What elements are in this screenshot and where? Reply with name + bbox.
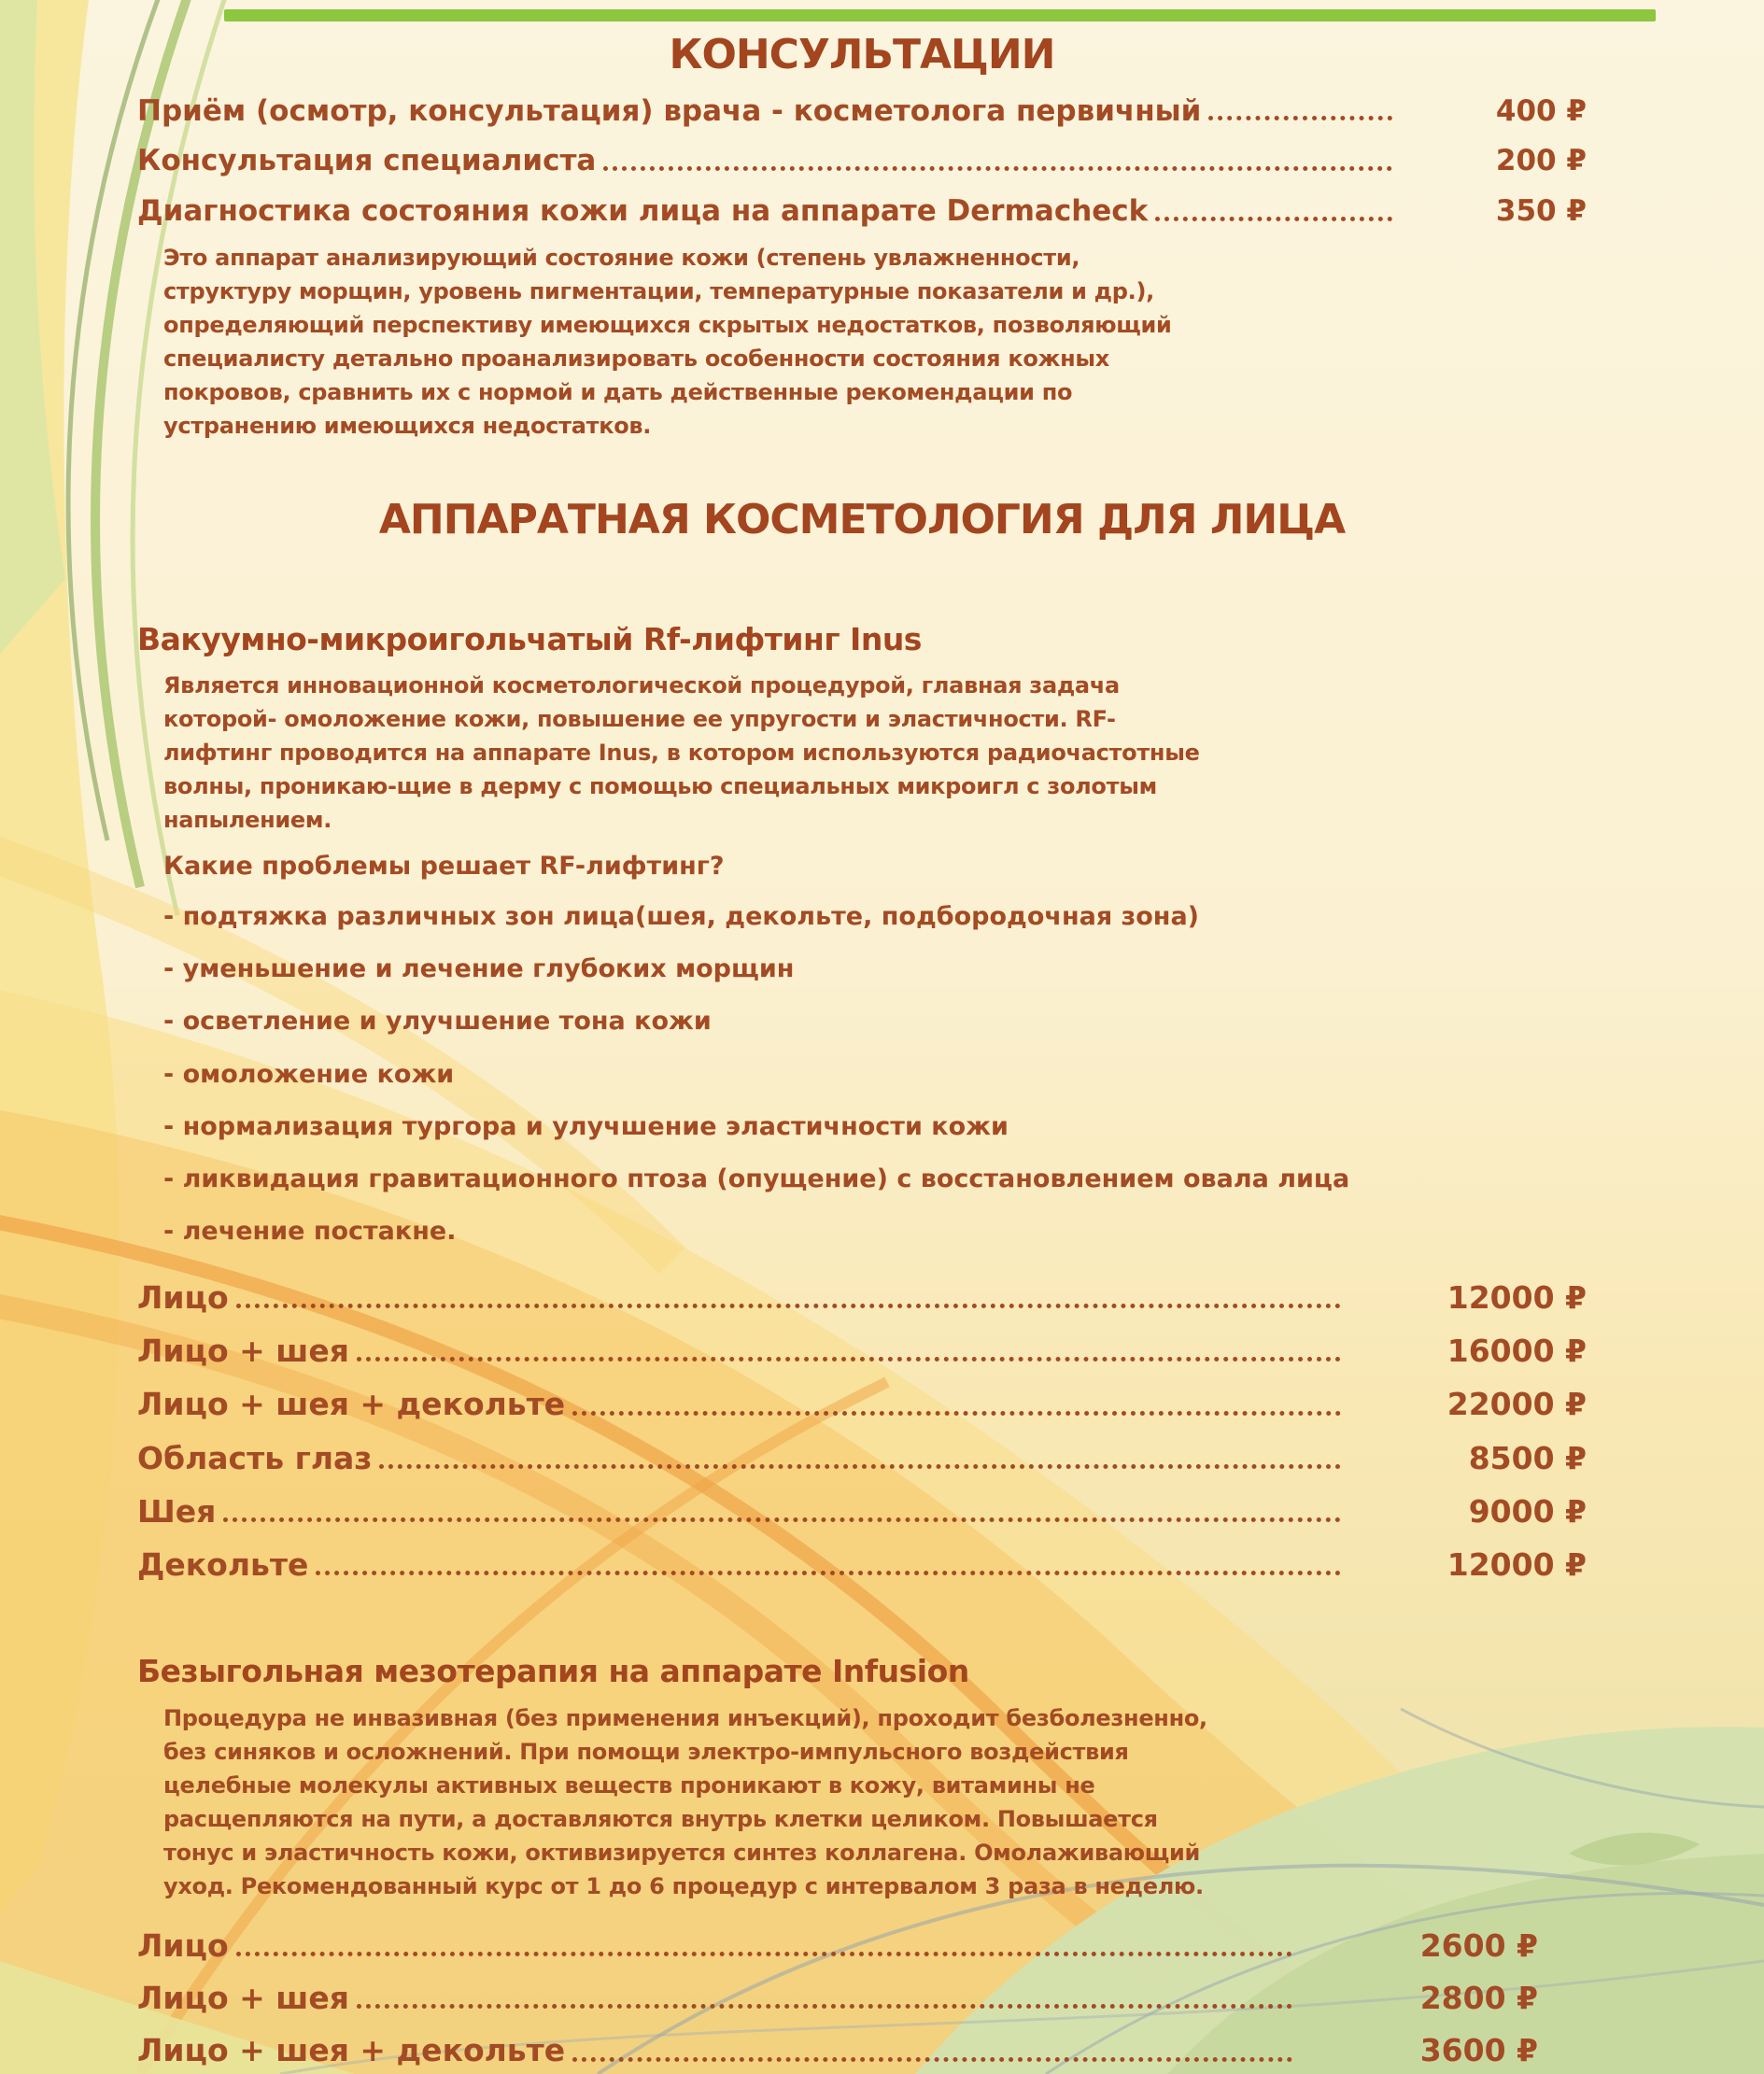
service-price: 400 ₽ [1495, 93, 1587, 128]
price-row [137, 1333, 1587, 1370]
price-row [137, 1927, 1538, 1965]
service-label: Лицо [137, 1926, 229, 1964]
service-label: Консультация специалиста [137, 144, 597, 178]
infusion-description: Процедура не инвазивная (без применения инъекций), проходит безболезненно, без синяков и осложнений. При помощи электро-импульсного воздействия целебные молекулы активных веществ проникают в кожу, витамины не расщепляются на пути, а доставляются внутрь клетки целиком. Повышается тонус и эластичность кожи, октивизируется синтез коллагена. Омолаживающий уход. Рекомендованный курс от 1 до 6 процедур с интервалом 3 раза в неделю. [163, 1704, 1207, 1899]
price-row [137, 144, 1587, 179]
service-label: Шея [137, 1492, 217, 1530]
price-row [137, 1546, 1587, 1584]
dotted-leader [379, 1464, 1341, 1469]
price-row [137, 1493, 1587, 1531]
rf-lifting-benefits-list [137, 900, 1587, 1248]
service-label: Лицо + шея [137, 1980, 349, 2017]
service-label: Приём (осмотр, консультация) врача - косметолога первичный [137, 93, 1202, 128]
infusion-heading: Безыгольная мезотерапия на аппарате Infusion [137, 1653, 969, 1690]
service-price: 16000 ₽ [1446, 1333, 1587, 1370]
rf-lifting-description: Является инновационной косметологической процедурой, главная задача которой- омоложение кожи, повышение ее упругости и эластичности. RF-лифтинг проводится на аппарате Inus, в котором используются радиочастотные волны, проникаю-щие в дерму с помощью специальных микроигл с золотым напылением. [163, 672, 1200, 834]
service-label: Лицо + шея [137, 1333, 349, 1370]
service-label: Область глаз [137, 1439, 373, 1476]
dotted-leader [316, 1571, 1341, 1575]
price-row [137, 1980, 1538, 2017]
list-item: - нормализация тургора и улучшение эластичности кожи [163, 1111, 1009, 1141]
dotted-leader [572, 1411, 1341, 1416]
service-label: Диагностика состояния кожи лица на аппарате Dermacheck [137, 194, 1149, 229]
price-row [137, 194, 1587, 230]
list-item: - ликвидация гравитационного птоза (опущение) с восстановлением овала лица [163, 1164, 1350, 1193]
service-price: 2800 ₽ [1419, 1980, 1538, 2017]
rf-lifting-heading: Вакуумно-микроигольчатый Rf-лифтинг Inus [137, 620, 922, 657]
list-item: - подтяжка различных зон лица(шея, декольте, подбородочная зона) [163, 902, 1200, 932]
service-label: Декольте [137, 1546, 309, 1584]
dotted-leader [1208, 116, 1392, 120]
dotted-leader [603, 166, 1392, 171]
dotted-leader [236, 1304, 1341, 1308]
consultations-price-list [137, 94, 1587, 230]
service-price: 12000 ₽ [1446, 1278, 1587, 1316]
service-price: 8500 ₽ [1468, 1439, 1587, 1476]
price-row [137, 94, 1587, 130]
list-item: - лечение постакне. [163, 1216, 457, 1246]
service-price: 22000 ₽ [1446, 1386, 1587, 1423]
service-label: Лицо + шея + декольте [137, 1386, 566, 1423]
list-item: - омоложение кожи [163, 1059, 455, 1089]
dotted-leader [236, 1952, 1292, 1956]
dotted-leader [1155, 217, 1392, 221]
list-item: - уменьшение и лечение глубоких морщин [163, 954, 795, 984]
dotted-leader [572, 2057, 1292, 2062]
consultations-section-title: КОНСУЛЬТАЦИИ [669, 31, 1055, 78]
price-row [137, 2032, 1538, 2069]
price-row [137, 1279, 1587, 1317]
dotted-leader [357, 1357, 1341, 1362]
apparatus-section-title: АППАРАТНАЯ КОСМЕТОЛОГИЯ ДЛЯ ЛИЦА [378, 496, 1346, 544]
infusion-price-list [137, 1927, 1587, 2070]
top-accent-bar [224, 9, 1656, 21]
service-price: 350 ₽ [1495, 194, 1587, 229]
dotted-leader [223, 1517, 1341, 1522]
rf-lifting-price-list [137, 1279, 1587, 1585]
list-item: - осветление и улучшение тона кожи [163, 1007, 712, 1037]
service-label: Лицо [137, 1278, 229, 1316]
service-price: 9000 ₽ [1468, 1492, 1587, 1530]
dermacheck-description: Это аппарат анализирующий состояние кожи (степень увлажненности, структуру морщин, уровень пигментации, температурные показатели и др.), определяющий перспективу имеющихся скрытых недостатков, позволяющий специалисту детально проанализировать особенности состояния кожных покровов, сравнить их с нормой и дать действенные рекомендации по устранению имеющихся недостатков. [163, 245, 1172, 440]
service-label: Лицо + шея + декольте [137, 2032, 566, 2069]
rf-lifting-question: Какие проблемы решает RF-лифтинг? [163, 852, 725, 882]
service-price: 3600 ₽ [1419, 2032, 1538, 2069]
service-price: 200 ₽ [1495, 144, 1587, 178]
price-row [137, 1386, 1587, 1423]
price-row [137, 1440, 1587, 1477]
service-price: 2600 ₽ [1419, 1926, 1538, 1964]
dotted-leader [357, 2004, 1292, 2009]
service-price: 12000 ₽ [1446, 1546, 1587, 1584]
